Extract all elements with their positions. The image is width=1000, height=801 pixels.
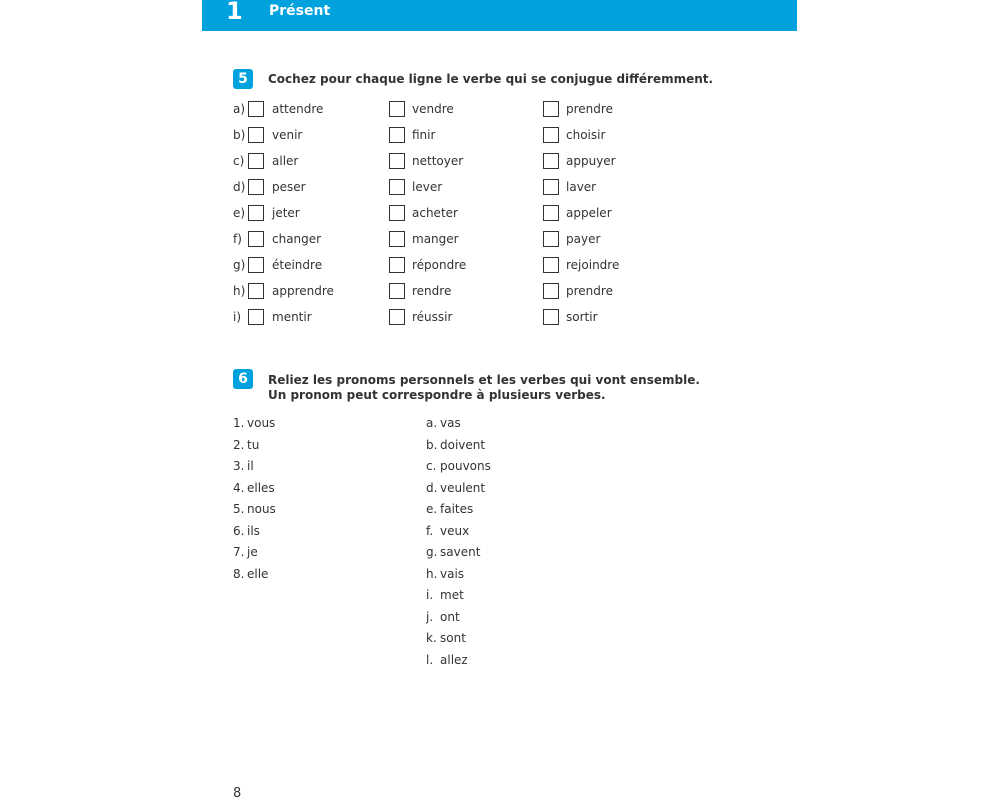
verb-option: appuyer (566, 154, 616, 168)
exercise-6-instruction-line2: Un pronom peut correspondre à plusieurs verbes. (268, 388, 606, 402)
row-label: g) (233, 258, 246, 272)
verb-letter: i. (426, 588, 434, 602)
verb-option: venir (272, 128, 303, 142)
verb-checkbox[interactable] (389, 179, 405, 195)
verb-item[interactable] (426, 545, 480, 559)
row-label: f) (233, 232, 242, 246)
verb-option: apprendre (272, 284, 334, 298)
verb-checkbox[interactable] (543, 231, 559, 247)
verb-text: met (440, 588, 464, 602)
verb-letter: k. (426, 631, 437, 645)
chapter-number: 1 (226, 0, 243, 25)
verb-item[interactable] (426, 459, 491, 473)
verb-letter: l. (426, 652, 434, 667)
verb-checkbox[interactable] (543, 205, 559, 221)
row-label: c) (233, 154, 245, 168)
exercise-5-badge: 5 (233, 69, 253, 89)
pronoun-text: vous (247, 416, 276, 430)
verb-checkbox[interactable] (248, 257, 264, 273)
verb-item[interactable] (426, 438, 485, 452)
verb-text: pouvons (440, 459, 491, 473)
verb-item[interactable] (426, 588, 464, 602)
verb-text: savent (440, 545, 481, 559)
pronoun-text: ils (247, 523, 260, 538)
row-label: h) (233, 284, 246, 298)
verb-letter: d. (426, 480, 438, 495)
verb-letter: e. (426, 502, 438, 516)
page-number: 8 (233, 786, 242, 801)
verb-option: attendre (272, 102, 324, 116)
verb-text: doivent (440, 437, 486, 452)
verb-option: prendre (566, 102, 613, 116)
verb-item[interactable] (426, 631, 466, 645)
pronoun-number: 5. (233, 502, 245, 516)
verb-checkbox[interactable] (389, 127, 405, 143)
exercise-6-badge: 6 (233, 369, 253, 389)
verb-checkbox[interactable] (389, 231, 405, 247)
pronoun-number: 6. (233, 523, 245, 538)
pronoun-text: tu (247, 437, 260, 452)
verb-option: vendre (412, 102, 454, 116)
verb-checkbox[interactable] (543, 257, 559, 273)
verb-option: acheter (412, 206, 458, 220)
verb-item[interactable] (426, 524, 469, 538)
verb-option: répondre (412, 258, 467, 272)
verb-checkbox[interactable] (543, 179, 559, 195)
pronoun-item[interactable] (233, 416, 275, 430)
row-label: a) (233, 102, 246, 116)
verb-checkbox[interactable] (389, 283, 405, 299)
pronoun-number: 3. (233, 459, 245, 473)
verb-option: finir (412, 128, 436, 142)
verb-checkbox[interactable] (248, 205, 264, 221)
verb-checkbox[interactable] (543, 127, 559, 143)
pronoun-item[interactable] (233, 481, 275, 495)
verb-option: rejoindre (566, 258, 620, 272)
verb-checkbox[interactable] (248, 153, 264, 169)
verb-option: payer (566, 232, 601, 246)
row-label: b) (233, 128, 246, 142)
verb-option: jeter (272, 206, 300, 220)
verb-text: ont (440, 609, 460, 624)
pronoun-text: il (247, 459, 254, 473)
pronoun-number: 4. (233, 480, 245, 495)
verb-checkbox[interactable] (389, 257, 405, 273)
pronoun-text: je (247, 545, 258, 559)
verb-letter: h. (426, 566, 438, 581)
verb-checkbox[interactable] (248, 309, 264, 325)
verb-checkbox[interactable] (248, 179, 264, 195)
verb-letter: f. (426, 523, 434, 538)
pronoun-item[interactable] (233, 545, 258, 559)
verb-text: veux (440, 523, 470, 538)
verb-checkbox[interactable] (248, 101, 264, 117)
verb-checkbox[interactable] (389, 101, 405, 117)
verb-option: rendre (412, 284, 452, 298)
verb-option: mentir (272, 310, 312, 324)
verb-item[interactable] (426, 653, 468, 667)
verb-text: vais (440, 566, 465, 581)
verb-letter: b. (426, 437, 438, 452)
verb-item[interactable] (426, 502, 473, 516)
verb-checkbox[interactable] (389, 153, 405, 169)
verb-option: choisir (566, 128, 606, 142)
row-label: e) (233, 206, 246, 220)
verb-text: faites (440, 502, 474, 516)
verb-option: prendre (566, 284, 613, 298)
verb-checkbox[interactable] (389, 205, 405, 221)
verb-item[interactable] (426, 481, 485, 495)
pronoun-text: elles (247, 480, 275, 495)
verb-option: peser (272, 180, 306, 194)
pronoun-number: 8. (233, 566, 245, 581)
verb-checkbox[interactable] (543, 101, 559, 117)
pronoun-number: 7. (233, 545, 245, 559)
pronoun-number: 1. (233, 416, 245, 430)
verb-letter: g. (426, 545, 438, 559)
pronoun-item[interactable] (233, 567, 268, 581)
verb-checkbox[interactable] (543, 309, 559, 325)
verb-option: lever (412, 180, 443, 194)
row-label: i) (233, 310, 242, 324)
pronoun-number: 2. (233, 437, 245, 452)
verb-letter: c. (426, 459, 437, 473)
verb-text: vas (440, 416, 461, 430)
verb-option: appeler (566, 206, 612, 220)
pronoun-text: elle (247, 566, 269, 581)
pronoun-item[interactable] (233, 459, 254, 473)
verb-text: veulent (440, 480, 486, 495)
verb-option: aller (272, 154, 299, 168)
verb-checkbox[interactable] (248, 231, 264, 247)
verb-checkbox[interactable] (543, 153, 559, 169)
verb-checkbox[interactable] (543, 283, 559, 299)
verb-option: nettoyer (412, 154, 464, 168)
verb-checkbox[interactable] (248, 283, 264, 299)
verb-letter: a. (426, 416, 438, 430)
verb-option: éteindre (272, 258, 323, 272)
verb-option: sortir (566, 310, 598, 324)
verb-item[interactable] (426, 610, 460, 624)
verb-letter: j. (426, 609, 434, 624)
chapter-title: Présent (269, 3, 331, 19)
verb-option: réussir (412, 310, 453, 324)
exercise-6-instruction-line1: Reliez les pronoms personnels et les verbes qui vont ensemble. (268, 373, 700, 387)
verb-item[interactable] (426, 416, 461, 430)
exercise-6-instruction (268, 373, 700, 403)
pronoun-item[interactable] (233, 438, 259, 452)
pronoun-item[interactable] (233, 524, 260, 538)
verb-option: laver (566, 180, 597, 194)
verb-option: changer (272, 232, 322, 246)
verb-text: allez (440, 652, 468, 667)
verb-checkbox[interactable] (248, 127, 264, 143)
verb-checkbox[interactable] (389, 309, 405, 325)
row-label: d) (233, 180, 246, 194)
verb-option: manger (412, 232, 459, 246)
verb-text: sont (440, 631, 466, 645)
exercise-5-instruction: Cochez pour chaque ligne le verbe qui se conjugue différemment. (268, 72, 714, 86)
verb-item[interactable] (426, 567, 464, 581)
pronoun-item[interactable] (233, 502, 276, 516)
pronoun-text: nous (247, 502, 276, 516)
